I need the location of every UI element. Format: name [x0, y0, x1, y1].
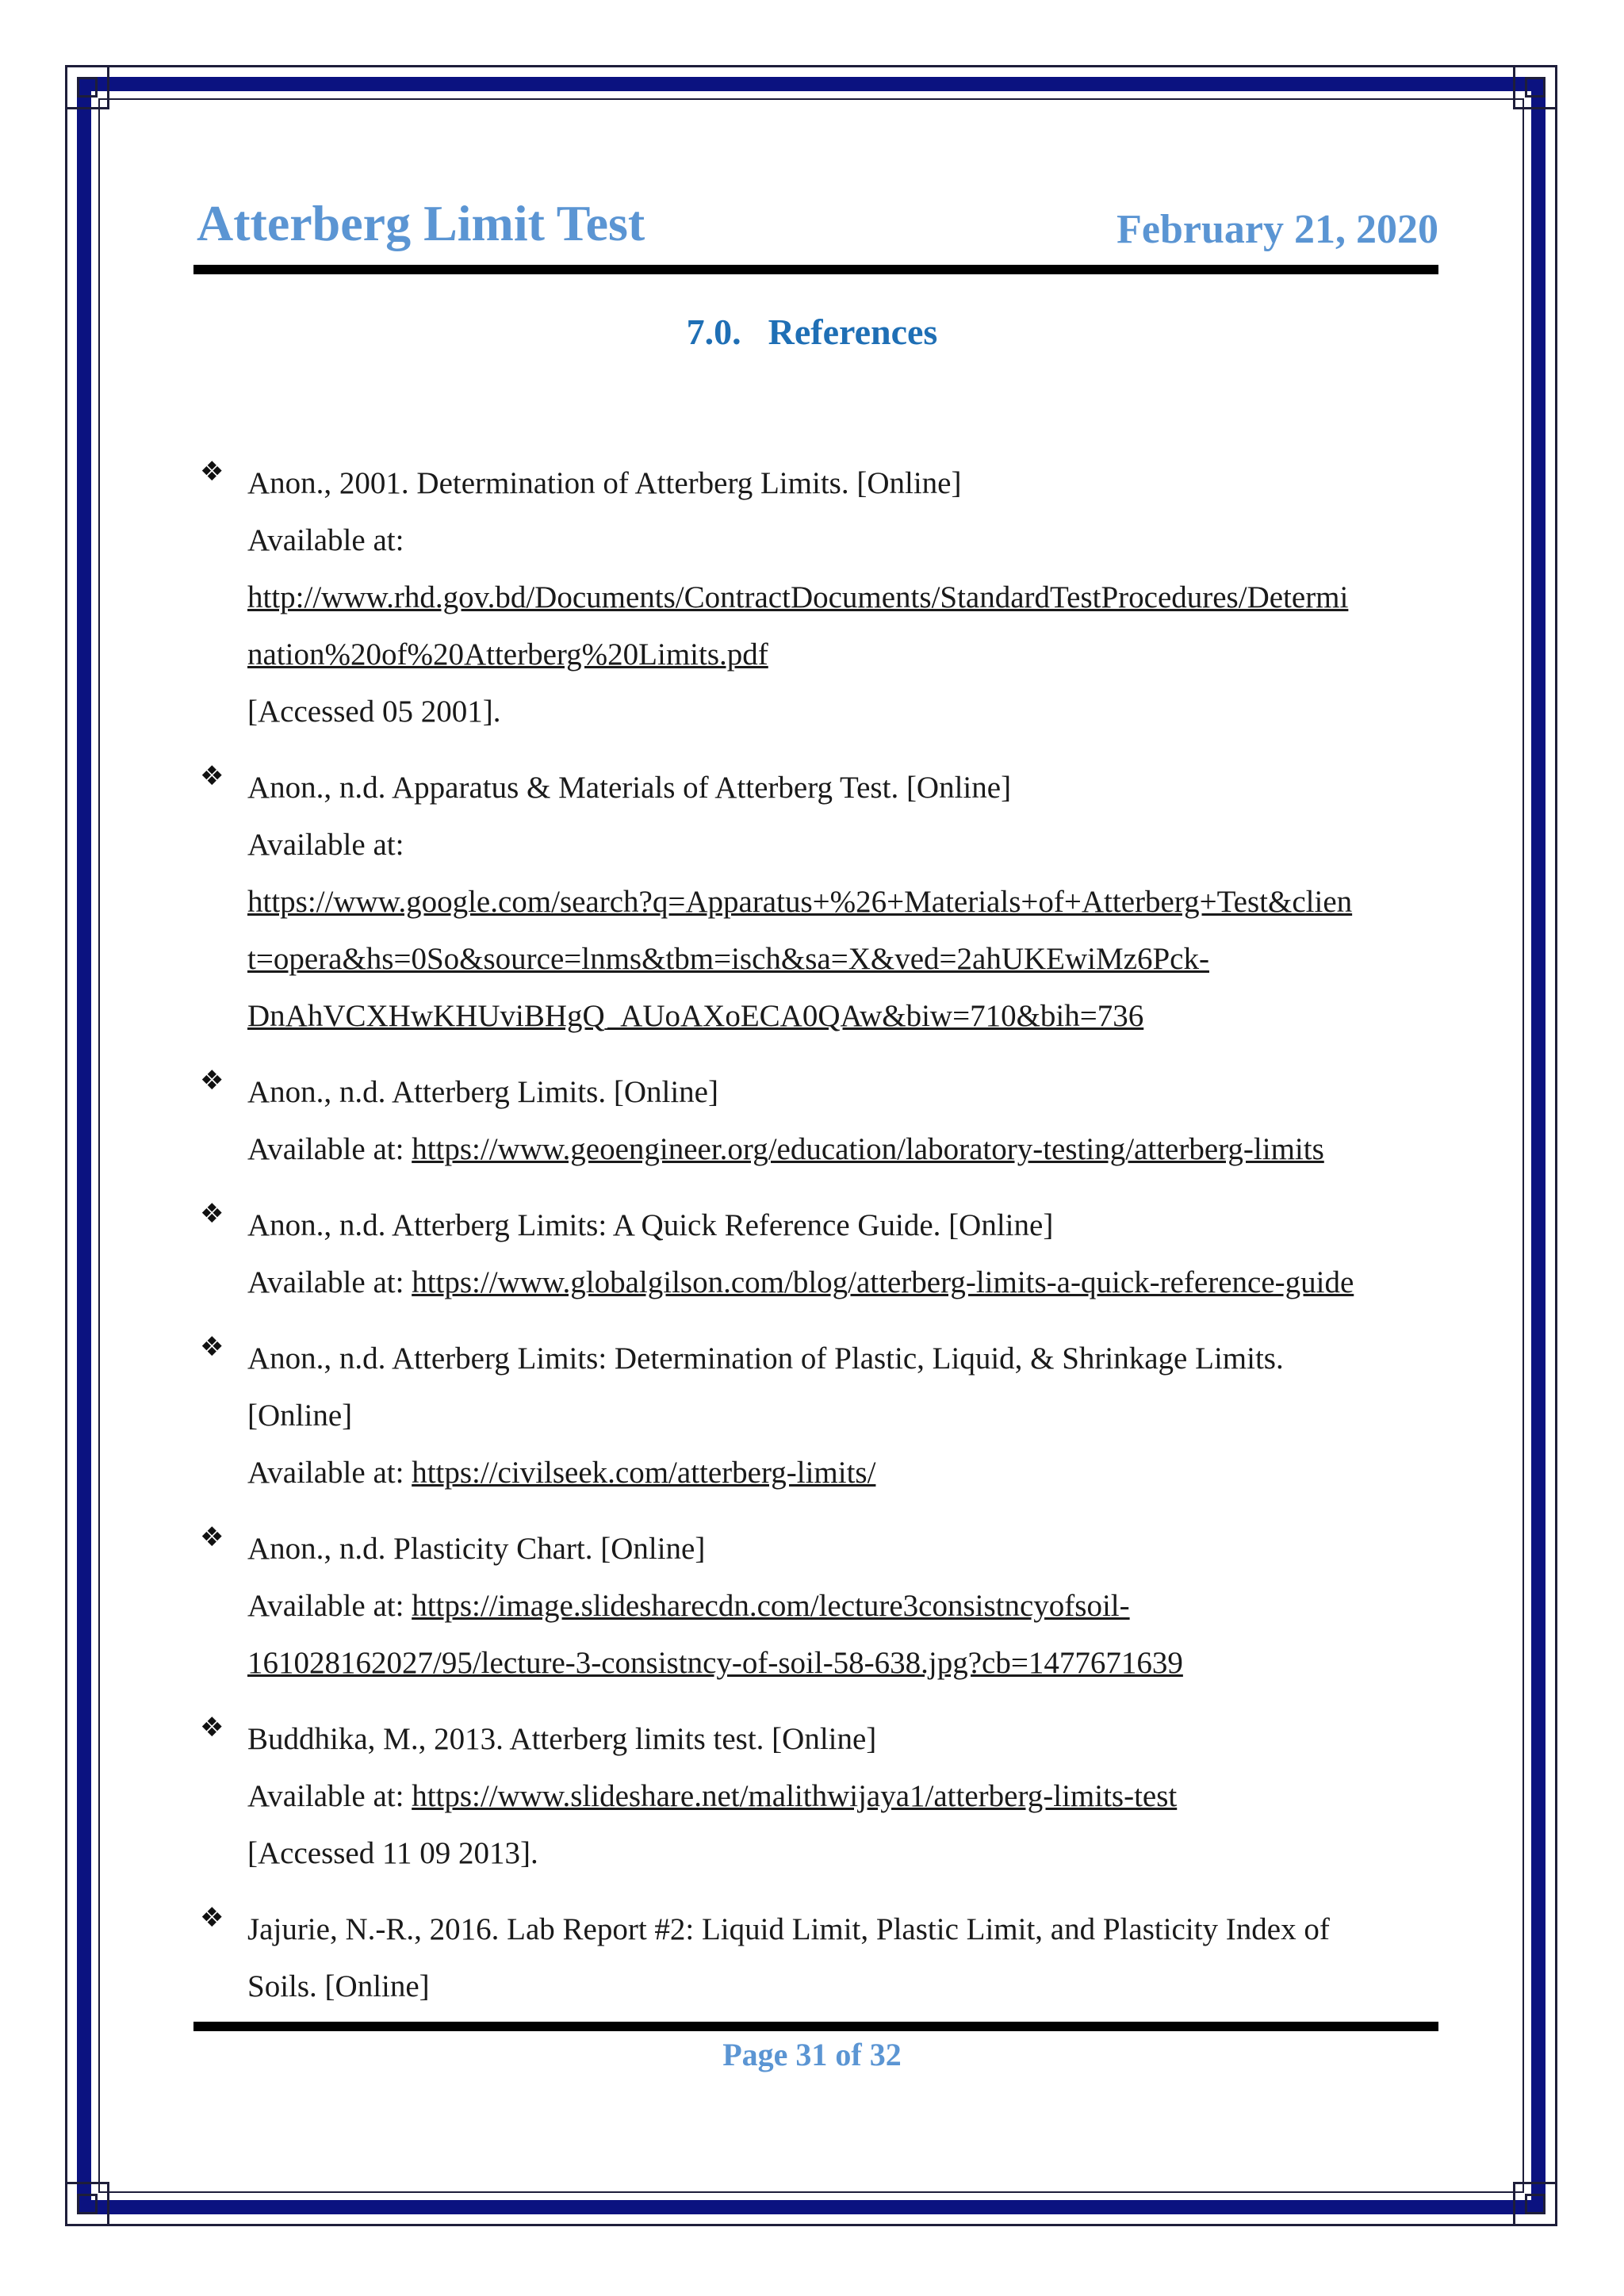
reference-line [247, 1197, 1437, 1254]
reference-line [247, 455, 1437, 512]
reference-link[interactable]: https://www.geoengineer.org/education/laboratory-testing/atterberg-limits [412, 1132, 1324, 1166]
reference-line [247, 569, 1437, 626]
reference-link[interactable]: nation%20of%20Atterberg%20Limits.pdf [247, 637, 768, 672]
reference-item [200, 1901, 1437, 2015]
reference-line [247, 1958, 1437, 2015]
reference-text: Anon., n.d. Atterberg Limits. [Online] [247, 1075, 718, 1109]
reference-text: Anon., n.d. Plasticity Chart. [Online] [247, 1532, 706, 1566]
reference-item [200, 760, 1437, 1045]
reference-line [247, 1578, 1437, 1635]
reference-link[interactable]: https://www.slideshare.net/malithwijaya1/atterberg-limits-test [412, 1779, 1178, 1813]
footer-rule [193, 2022, 1438, 2031]
reference-line [247, 1521, 1437, 1578]
reference-item [200, 1330, 1437, 1502]
reference-text: Available at: [247, 523, 404, 557]
available-at-label: Available at: [247, 1265, 412, 1299]
reference-line [247, 1711, 1437, 1768]
section-title: References [768, 312, 938, 352]
border-corner-ornament-icon [65, 65, 109, 109]
reference-line [247, 817, 1437, 874]
reference-link[interactable]: https://www.google.com/search?q=Apparatus+%26+Materials+of+Atterberg+Test&clien [247, 885, 1353, 919]
reference-text: [Accessed 11 09 2013]. [247, 1836, 538, 1870]
reference-line [247, 760, 1437, 817]
section-number: 7.0. [686, 312, 741, 352]
reference-line [247, 683, 1437, 740]
reference-line [247, 1901, 1437, 1958]
page-number: Page 31 of 32 [722, 2037, 902, 2072]
reference-item [200, 1197, 1437, 1311]
reference-item [200, 1711, 1437, 1882]
available-at-label: Available at: [247, 1779, 412, 1813]
reference-link[interactable]: http://www.rhd.gov.bd/Documents/ContractDocuments/StandardTestProcedures/Determi [247, 580, 1349, 614]
reference-text: Anon., n.d. Atterberg Limits: A Quick Reference Guide. [Online] [247, 1208, 1054, 1242]
reference-line [247, 874, 1437, 931]
reference-line [247, 931, 1437, 988]
diamond-bullet-icon: ❖ [200, 1521, 224, 1553]
reference-text: [Accessed 05 2001]. [247, 695, 501, 729]
reference-text: Jajurie, N.-R., 2016. Lab Report #2: Liquid Limit, Plastic Limit, and Plasticity Index of [247, 1912, 1330, 1946]
diamond-bullet-icon: ❖ [200, 456, 224, 488]
document-title: Atterberg Limit Test [197, 195, 645, 251]
section-heading [0, 314, 1624, 350]
reference-text: Anon., n.d. Apparatus & Materials of Atterberg Test. [Online] [247, 771, 1012, 805]
reference-line [247, 1064, 1437, 1121]
reference-line [247, 1121, 1437, 1178]
reference-line [247, 1254, 1437, 1311]
diamond-bullet-icon: ❖ [200, 1902, 224, 1934]
reference-text: Available at: [247, 828, 404, 862]
reference-line [247, 1387, 1437, 1445]
diamond-bullet-icon: ❖ [200, 1331, 224, 1363]
reference-line [247, 626, 1437, 683]
reference-link[interactable]: 161028162027/95/lecture-3-consistncy-of-soil-58-638.jpg?cb=1477671639 [247, 1646, 1183, 1680]
reference-line [247, 512, 1437, 569]
border-corner-ornament-icon [1513, 2182, 1557, 2226]
reference-link[interactable]: https://www.globalgilson.com/blog/atterberg-limits-a-quick-reference-guide [412, 1265, 1354, 1299]
reference-text: Anon., 2001. Determination of Atterberg Limits. [Online] [247, 466, 962, 500]
reference-link[interactable]: t=opera&hs=0So&source=lnms&tbm=isch&sa=X&ved=2ahUKEwiMz6Pck- [247, 942, 1209, 976]
reference-line [247, 1825, 1437, 1882]
reference-line [247, 1445, 1437, 1502]
reference-line [247, 1330, 1437, 1387]
diamond-bullet-icon: ❖ [200, 1065, 224, 1096]
reference-text: [Online] [247, 1399, 353, 1433]
reference-line [247, 1635, 1437, 1692]
border-corner-ornament-icon [65, 2182, 109, 2226]
reference-link[interactable]: https://civilseek.com/atterberg-limits/ [412, 1456, 876, 1490]
border-corner-ornament-icon [1513, 65, 1557, 109]
diamond-bullet-icon: ❖ [200, 1198, 224, 1230]
diamond-bullet-icon: ❖ [200, 760, 224, 792]
available-at-label: Available at: [247, 1456, 412, 1490]
reference-text: Buddhika, M., 2013. Atterberg limits test. [Online] [247, 1722, 877, 1756]
document-date: February 21, 2020 [1116, 207, 1438, 252]
reference-link[interactable]: https://image.slidesharecdn.com/lecture3consistncyofsoil- [412, 1589, 1130, 1623]
reference-line [247, 988, 1437, 1045]
references-list [200, 455, 1437, 2034]
header-rule [193, 265, 1438, 274]
available-at-label: Available at: [247, 1589, 412, 1623]
diamond-bullet-icon: ❖ [200, 1712, 224, 1743]
reference-item [200, 1521, 1437, 1692]
reference-line [247, 1768, 1437, 1825]
reference-text: Anon., n.d. Atterberg Limits: Determination of Plastic, Liquid, & Shrinkage Limits. [247, 1341, 1284, 1376]
reference-item [200, 1064, 1437, 1178]
reference-link[interactable]: DnAhVCXHwKHUviBHgQ_AUoAXoECA0QAw&biw=710&bih=736 [247, 999, 1144, 1033]
available-at-label: Available at: [247, 1132, 412, 1166]
reference-item [200, 455, 1437, 740]
reference-text: Soils. [Online] [247, 1969, 430, 2003]
